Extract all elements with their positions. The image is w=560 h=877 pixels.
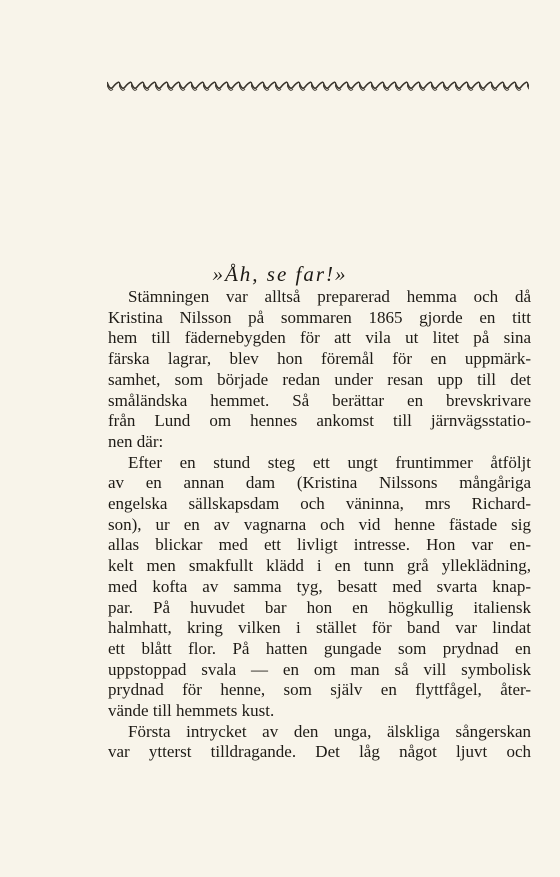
text-line: Stämningen var alltså preparerad hemma och då [128,287,531,306]
text-line: småländska hemmet. Så berättar en brevskrivare [108,390,531,410]
text-line: av en annan dam (Kristina Nilssons mångåriga [108,473,531,493]
text-line: kelt men smakfullt klädd i en tunn grå ylleklädning, [108,556,531,576]
text-line: vände till hemmets kust. [108,701,275,721]
paragraph-1 [108,287,531,453]
text-line: var ytterst tilldragande. Det låg något ljuvt och [108,742,531,762]
text-line: Kristina Nilsson på sommaren 1865 gjorde en titt [108,307,531,327]
text-line: halmhatt, kring vilken i stället för band var lindat [108,618,531,638]
text-line: uppstoppad svala — en om man så vill symbolisk [108,659,531,679]
text-line: ett blått flor. På hatten gungade som prydnad en [108,638,531,658]
text-line: Första intrycket av den unga, älskliga sångerskan [128,721,531,741]
text-line: par. På huvudet bar hon en högkullig italiensk [108,597,531,617]
body-text [108,287,531,763]
text-line: nen där: [108,431,164,451]
text-line: färska lagrar, blev hon föremål för en uppmärk- [108,349,531,369]
paragraph-3 [108,722,531,763]
paragraph-2 [108,453,531,722]
text-line: engelska sällskapsdam och väninna, mrs Richard- [108,494,531,514]
wave-ornament-icon [107,80,529,94]
text-line: från Lund om hennes ankomst till järnvägsstatio- [108,411,531,431]
chapter-heading: »Åh, se far!» [212,262,348,286]
text-line: hem till fädernebygden för att vila ut litet på sina [108,328,531,348]
ornamental-border [107,80,529,94]
text-line: prydnad för henne, som själv en flyttfågel, åter- [108,680,531,700]
text-line: samhet, som började redan under resan upp till det [108,369,531,389]
text-line: med kofta av samma tyg, besatt med svarta knap- [108,576,531,596]
text-line: son), ur en av vagnarna och vid henne fästade sig [108,514,531,534]
text-line: Efter en stund steg ett ungt fruntimmer åtföljt [128,452,531,472]
text-line: allas blickar med ett livligt intresse. Hon var en- [108,535,531,555]
